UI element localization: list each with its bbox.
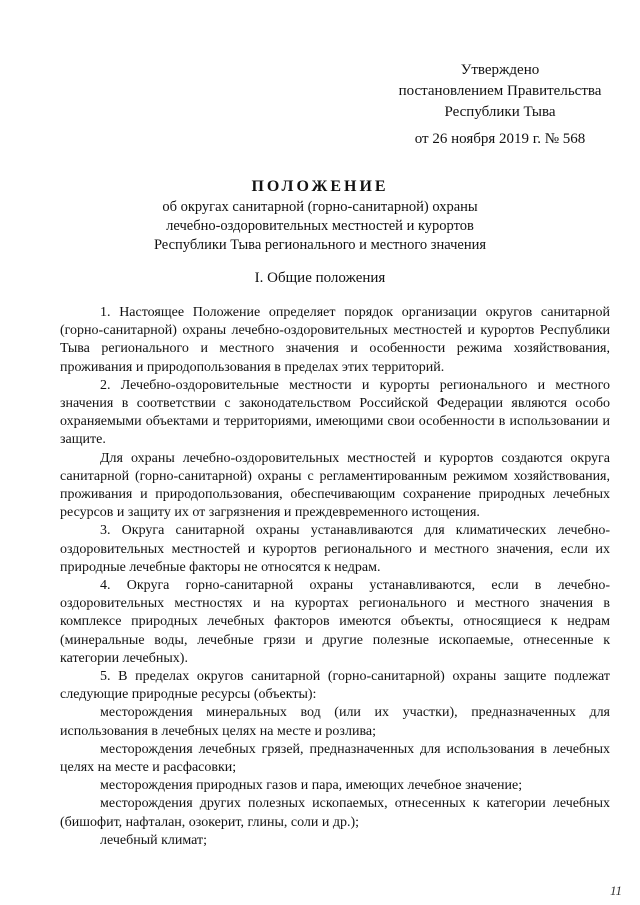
approval-line-republic: Республики Тыва: [444, 104, 556, 120]
paragraph-3: 3. Округа санитарной охраны устанавливаются для климатических лечебно-оздоровительных местностей и курортов регионального и местного значения, если их природные лечебные факторы не относятся к недрам.: [60, 523, 610, 575]
approval-stamp: [380, 60, 620, 150]
approval-date: от 26 ноября 2019 г. № 568: [414, 131, 586, 147]
approval-line-approved: Утверждено: [460, 62, 540, 78]
paragraph-5: 5. В пределах округов санитарной (горно-санитарной) охраны защите подлежат следующие природные ресурсы (объекты):: [60, 669, 610, 703]
list-item-climate: лечебный климат;: [100, 832, 208, 848]
subtitle-line-1: об округах санитарной (горно-санитарной) охраны: [162, 199, 478, 215]
subtitle-line-2: лечебно-оздоровительных местностей и курортов: [166, 218, 474, 234]
paragraph-4: 4. Округа горно-санитарной охраны устанавливаются, если в лечебно-оздоровительных местностях и на курортах регионального и местного значения в комплексе природных лечебных факторов имеются объекты, относящиеся к недрам (минеральные воды, лечебные грязи и другие полезные ископаемые, отнесенные к категории лечебных).: [60, 578, 610, 666]
list-item-therapeutic-muds: месторождения лечебных грязей, предназначенных для использования в лечебных целях на месте и расфасовки;: [60, 741, 610, 776]
list-item-mineral-waters: месторождения минеральных вод (или их участки), предназначенных для использования в лечебных целях на месте и розлива;: [60, 705, 610, 739]
paragraph-2-continued: Для охраны лечебно-оздоровительных местностей и курортов создаются округа санитарной (горно-санитарной) охраны с регламентированным режимом хозяйствования, проживания и природопользования, обеспечивающим сохранение природных лечебных ресурсов и защиту их от загрязнения и преждевременного истощения.: [60, 450, 610, 521]
document-title-block: [40, 176, 600, 255]
paragraph-2: 2. Лечебно-оздоровительные местности и курорты регионального и местного значения в соответствии с законодательством Российской Федерации являются особо охраняемыми объектами и территориями, имеющими свои особенности в использовании и защите.: [60, 377, 610, 448]
section-heading: I. Общие положения: [254, 270, 386, 286]
document-body: [60, 304, 610, 850]
list-item-other-minerals: месторождения других полезных ископаемых, отнесенных к категории лечебных (бишофит, нафталан, озокерит, глины, соли и др.);: [60, 796, 610, 830]
page-number: 11: [609, 883, 622, 898]
list-item-natural-gases: месторождения природных газов и пара, имеющих лечебное значение;: [100, 778, 523, 794]
document-title: ПОЛОЖЕНИЕ: [251, 178, 389, 195]
subtitle-line-3: Республики Тыва регионального и местного значения: [153, 237, 487, 253]
paragraph-1: 1. Настоящее Положение определяет порядок организации округов санитарной (горно-санитарной) охраны лечебно-оздоровительных местностей и курортов Республики Тыва регионального и местного значения и особенности режима хозяйствования, проживания и природопользования в пределах этих территорий.: [60, 305, 610, 375]
approval-line-resolution: постановлением Правительства: [398, 83, 602, 99]
